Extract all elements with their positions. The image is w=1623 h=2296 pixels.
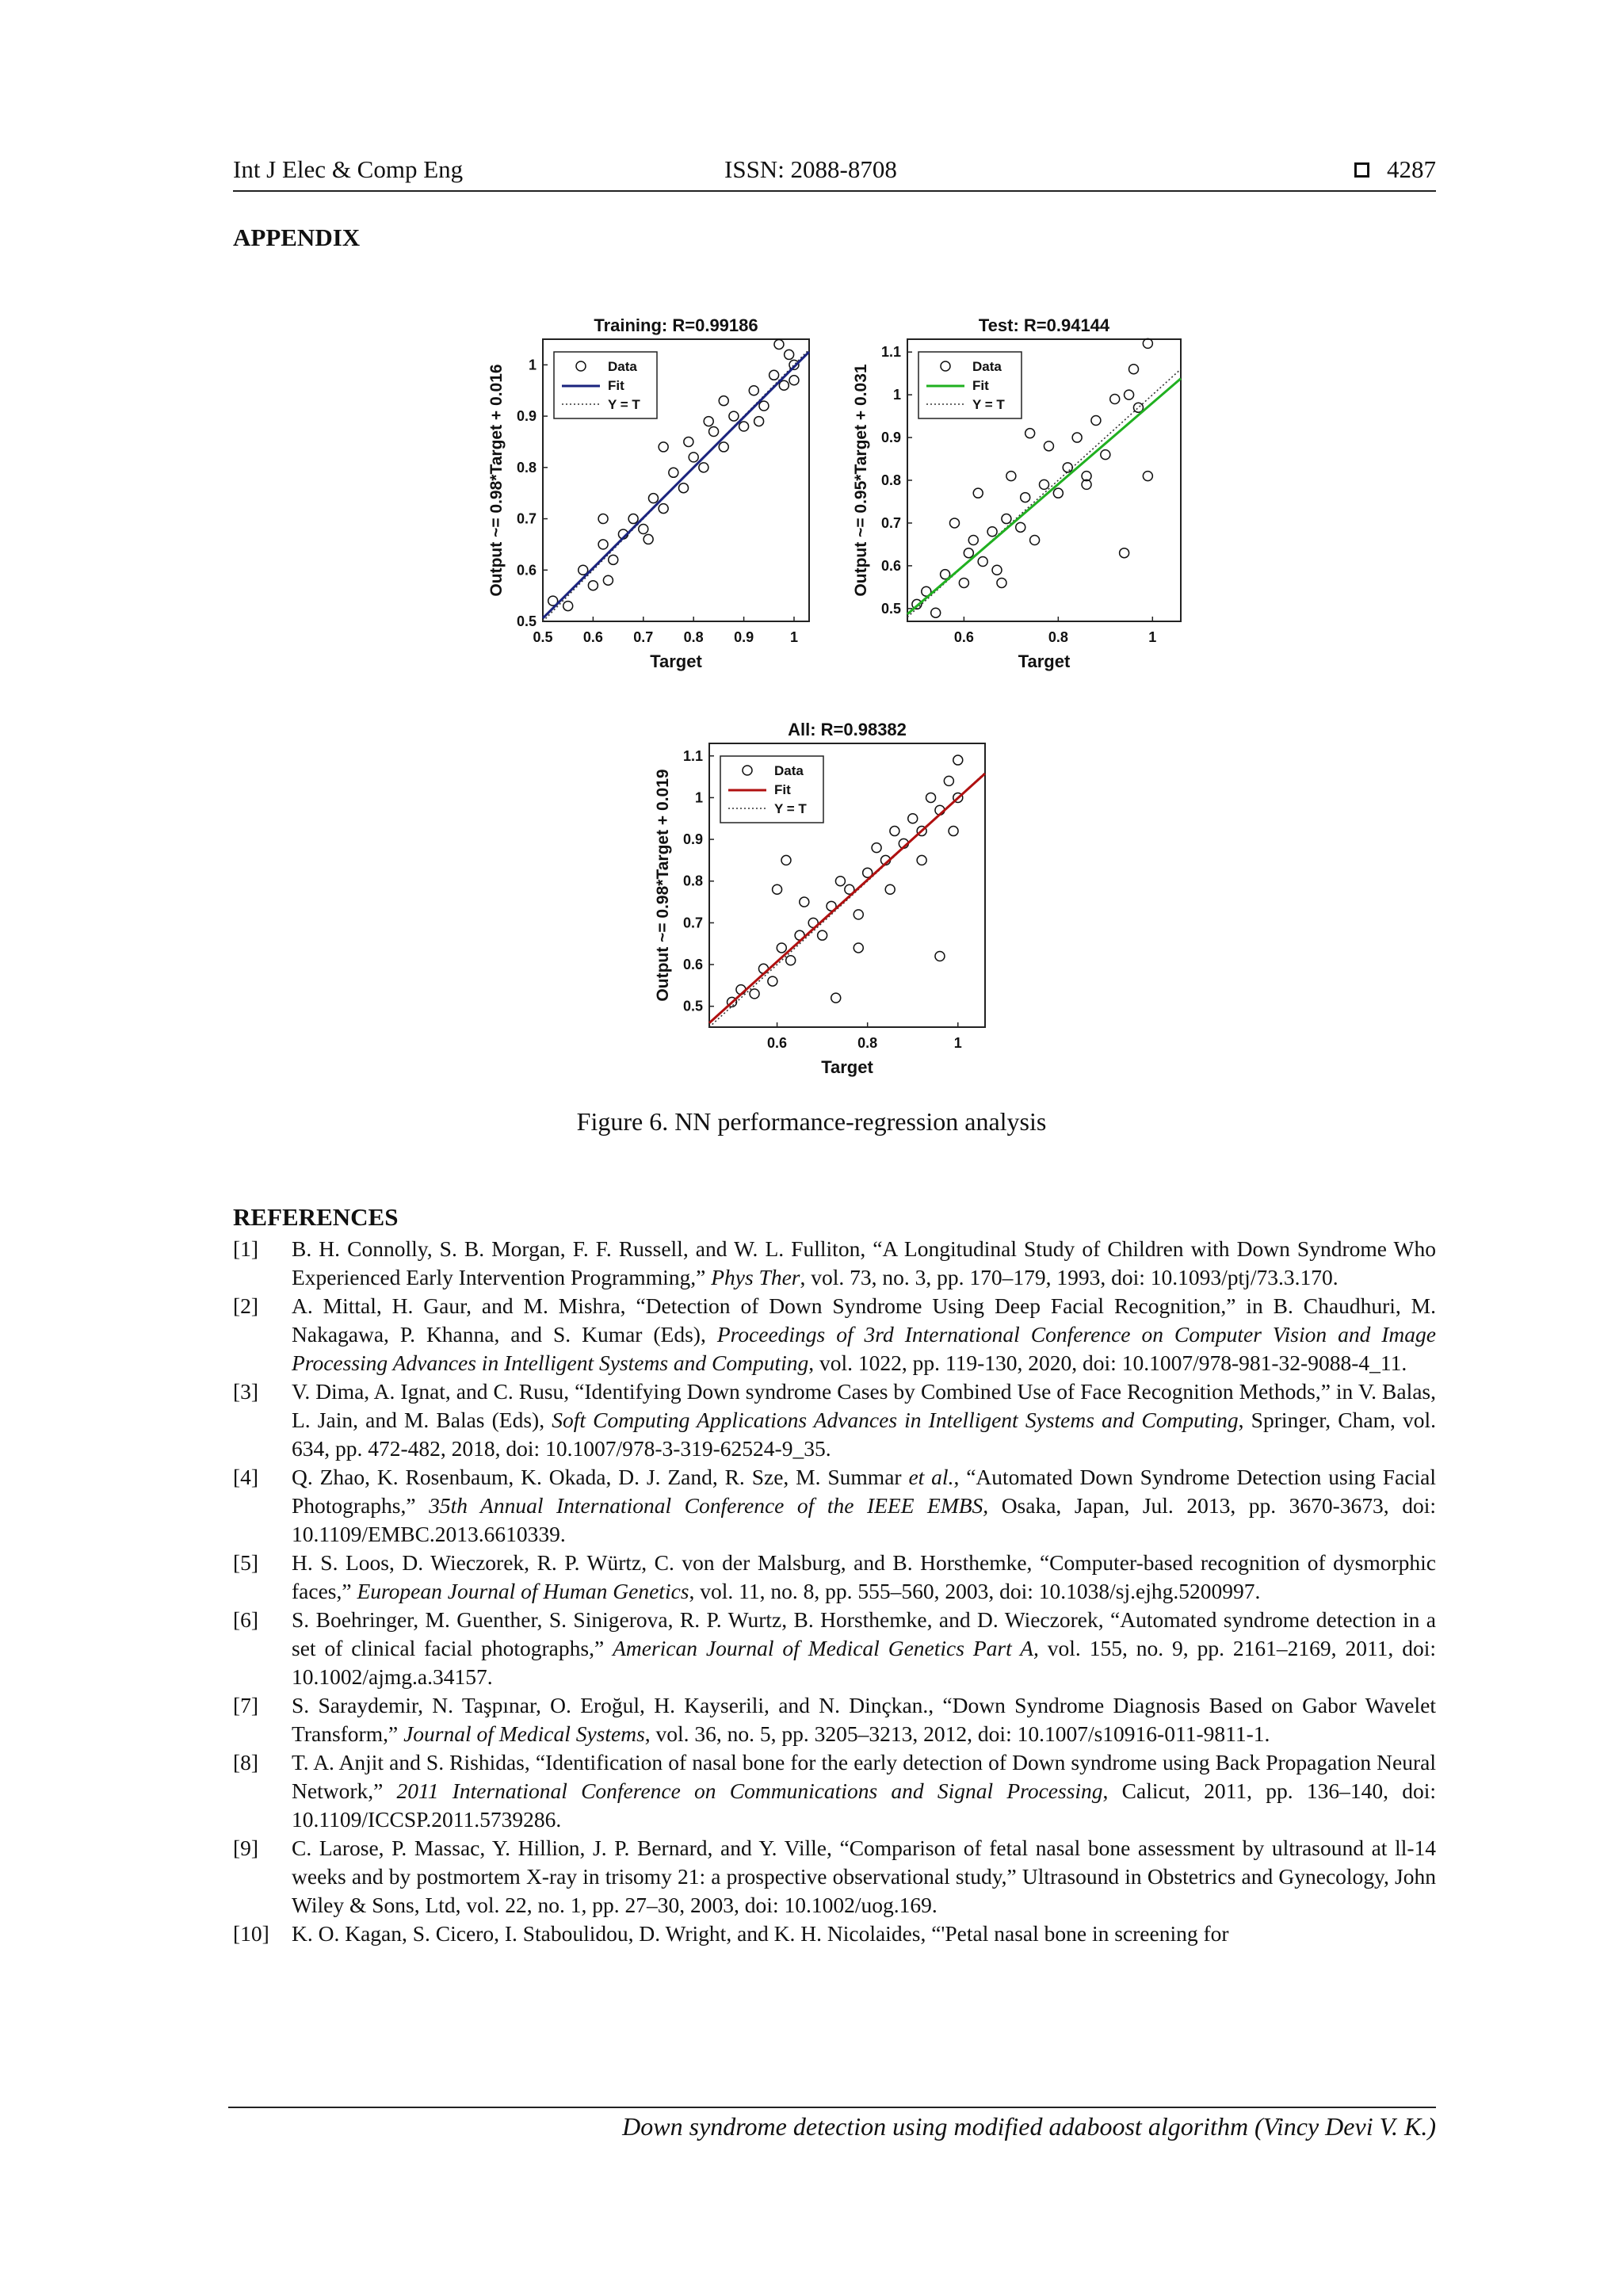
figure-caption: Figure 6. NN performance-regression analysis	[576, 1107, 1047, 1136]
reference-item	[233, 1235, 1436, 1292]
issn: ISSN: 2088-8708	[724, 155, 897, 183]
legend-label: Y = T	[608, 397, 640, 412]
y-tick-label: 0.7	[880, 514, 901, 531]
y-tick-label: 1.1	[682, 747, 703, 764]
y-axis-label: Output ~= 0.98*Target + 0.016	[487, 364, 506, 597]
y-tick-label: 0.9	[682, 831, 703, 848]
y-tick-label: 1	[694, 789, 703, 806]
reference-number: [8]	[233, 1750, 259, 1775]
journal-name: Int J Elec & Comp Eng	[233, 155, 464, 183]
x-tick-label: 0.6	[953, 629, 974, 645]
reference-item	[233, 1377, 1436, 1463]
y-tick-label: 0.7	[516, 510, 537, 527]
y-axis-label: Output ~= 0.98*Target + 0.019	[654, 769, 672, 1002]
y-axis-label: Output ~= 0.95*Target + 0.031	[852, 364, 870, 597]
y-tick-label: 0.7	[682, 915, 703, 931]
reference-text: S. Saraydemir, N. Taşpınar, O. Eroğul, H. Kayserili, and N. Dinçkan., “Down Syndrome Diagnosis Based on Gabor Wavelet Transform,” Journal of Medical Systems, vol. 36, no. 5, pp. 3205–3213, 2012, doi: 10.1007/s10916-011-9811-1.	[292, 1693, 1436, 1746]
reference-number: [1]	[233, 1236, 259, 1261]
reference-number: [10]	[233, 1921, 269, 1946]
y-tick-label: 0.8	[682, 873, 703, 889]
x-axis-label: Target	[650, 651, 702, 671]
reference-item	[233, 1292, 1436, 1377]
y-tick-label: 0.9	[880, 430, 901, 446]
reference-text: A. Mittal, H. Gaur, and M. Mishra, “Detection of Down Syndrome Using Deep Facial Recognition,” in B. Chaudhuri, M. Nakagawa, P. Khanna, and S. Kumar (Eds), Proceedings of 3rd International Conference on Computer Vision and Image Processing Advances in Intelligent Systems and Computing, vol. 1022, pp. 119-130, 2020, doi: 10.1007/978-981-32-9088-4_11.	[292, 1293, 1436, 1375]
y-tick-label: 0.6	[880, 557, 901, 574]
reference-item	[233, 1834, 1436, 1920]
y-tick-label: 0.5	[682, 998, 703, 1014]
chart-title: Test: R=0.94144	[978, 315, 1110, 335]
chart-title: All: R=0.98382	[788, 720, 907, 739]
appendix-heading: APPENDIX	[233, 223, 361, 251]
legend-label: Fit	[972, 378, 989, 393]
chart-title: Training: R=0.99186	[594, 315, 758, 335]
legend-label: Fit	[608, 378, 624, 393]
reference-item	[233, 1463, 1436, 1549]
x-tick-label: 0.6	[767, 1035, 788, 1051]
legend-label: Data	[972, 359, 1002, 374]
x-tick-label: 1	[789, 629, 798, 645]
x-tick-label: 0.5	[533, 629, 553, 645]
x-tick-label: 0.8	[683, 629, 704, 645]
legend-label: Data	[608, 359, 637, 374]
footer-rule	[228, 2107, 1436, 2108]
page-number: 4287	[1387, 155, 1436, 183]
x-tick-label: 0.7	[633, 629, 654, 645]
y-tick-label: 0.5	[516, 613, 537, 629]
reference-text: B. H. Connolly, S. B. Morgan, F. F. Russell, and W. L. Fulliton, “A Longitudinal Study of Children with Down Syndrome Who Experienced Early Intervention Programming,” Phys Ther, vol. 73, no. 3, pp. 170–179, 1993, doi: 10.1093/ptj/73.3.170.	[292, 1236, 1436, 1289]
y-tick-label: 0.9	[516, 408, 537, 425]
reference-text: C. Larose, P. Massac, Y. Hillion, J. P. Bernard, and Y. Ville, “Comparison of fetal nasal bone assessment by ultrasound at ll-14 weeks and by postmortem X-ray in trisomy 21: a prospective observational study,” Ultrasound in Obstetrics and Gynecology, John Wiley & Sons, Ltd, vol. 22, no. 1, pp. 27–30, 2003, doi: 10.1002/uog.169.	[292, 1836, 1436, 1917]
reference-item	[233, 1549, 1436, 1606]
legend-label: Data	[774, 763, 804, 778]
x-axis-label: Target	[821, 1057, 873, 1077]
reference-number: [9]	[233, 1836, 259, 1860]
reference-list	[233, 1235, 1436, 1948]
x-tick-label: 0.8	[857, 1035, 878, 1051]
reference-item	[233, 1748, 1436, 1834]
x-tick-label: 1	[1148, 629, 1157, 645]
x-axis-label: Target	[1018, 651, 1071, 671]
reference-number: [6]	[233, 1607, 259, 1632]
regression-figure	[0, 0, 1623, 1110]
reference-number: [2]	[233, 1293, 259, 1318]
legend-label: Y = T	[774, 801, 807, 816]
x-tick-label: 0.6	[582, 629, 603, 645]
x-tick-label: 0.9	[734, 629, 754, 645]
y-tick-label: 0.6	[516, 562, 537, 579]
reference-item	[233, 1606, 1436, 1691]
reference-text: Q. Zhao, K. Rosenbaum, K. Okada, D. J. Zand, R. Sze, M. Summar et al., “Automated Down Syndrome Detection using Facial Photographs,” 35th Annual International Conference of the IEEE EMBS, Osaka, Japan, Jul. 2013, pp. 3670-3673, doi: 10.1109/EMBC.2013.6610339.	[292, 1465, 1436, 1546]
reference-text: H. S. Loos, D. Wieczorek, R. P. Würtz, C. von der Malsburg, and B. Horsthemke, “Computer-based recognition of dysmorphic faces,” European Journal of Human Genetics, vol. 11, no. 8, pp. 555–560, 2003, doi: 10.1038/sj.ejhg.5200997.	[292, 1550, 1436, 1603]
reference-text: T. A. Anjit and S. Rishidas, “Identification of nasal bone for the early detection of Down syndrome using Back Propagation Neural Network,” 2011 International Conference on Communications and Signal Processing, Calicut, 2011, pp. 136–140, doi: 10.1109/ICCSP.2011.5739286.	[292, 1750, 1436, 1832]
x-tick-label: 1	[953, 1035, 962, 1051]
y-tick-label: 0.5	[880, 600, 901, 617]
x-tick-label: 0.8	[1048, 629, 1068, 645]
running-footer: Down syndrome detection using modified adaboost algorithm (Vincy Devi V. K.)	[622, 2112, 1436, 2141]
reference-number: [4]	[233, 1465, 259, 1489]
reference-text: K. O. Kagan, S. Cicero, I. Staboulidou, D. Wright, and K. H. Nicolaides, “'Petal nasal bone in screening for	[292, 1921, 1229, 1946]
references-heading: REFERENCES	[233, 1203, 399, 1231]
y-tick-label: 0.8	[880, 472, 901, 488]
reference-number: [3]	[233, 1379, 259, 1404]
y-tick-label: 0.6	[682, 957, 703, 973]
legend-label: Y = T	[972, 397, 1005, 412]
reference-number: [5]	[233, 1550, 259, 1575]
reference-text: S. Boehringer, M. Guenther, S. Sinigerova, R. P. Wurtz, B. Horsthemke, and D. Wieczorek, “Automated syndrome detection in a set of clinical facial photographs,” American Journal of Medical Genetics Part A, vol. 155, no. 9, pp. 2161–2169, 2011, doi: 10.1002/ajmg.a.34157.	[292, 1607, 1437, 1689]
reference-item	[233, 1691, 1436, 1748]
y-tick-label: 1.1	[880, 344, 901, 361]
reference-number: [7]	[233, 1693, 259, 1717]
y-tick-label: 1	[892, 387, 901, 403]
reference-text: V. Dima, A. Ignat, and C. Rusu, “Identifying Down syndrome Cases by Combined Use of Face Recognition Methods,” in V. Balas, L. Jain, and M. Balas (Eds), Soft Computing Applications Advances in Intelligent Systems and Computing, Springer, Cham, vol. 634, pp. 472-482, 2018, doi: 10.1007/978-3-319-62524-9_35.	[292, 1379, 1436, 1461]
legend-label: Fit	[774, 782, 791, 797]
y-tick-label: 1	[528, 357, 537, 373]
y-tick-label: 0.8	[516, 459, 537, 476]
reference-item	[233, 1920, 1436, 1948]
